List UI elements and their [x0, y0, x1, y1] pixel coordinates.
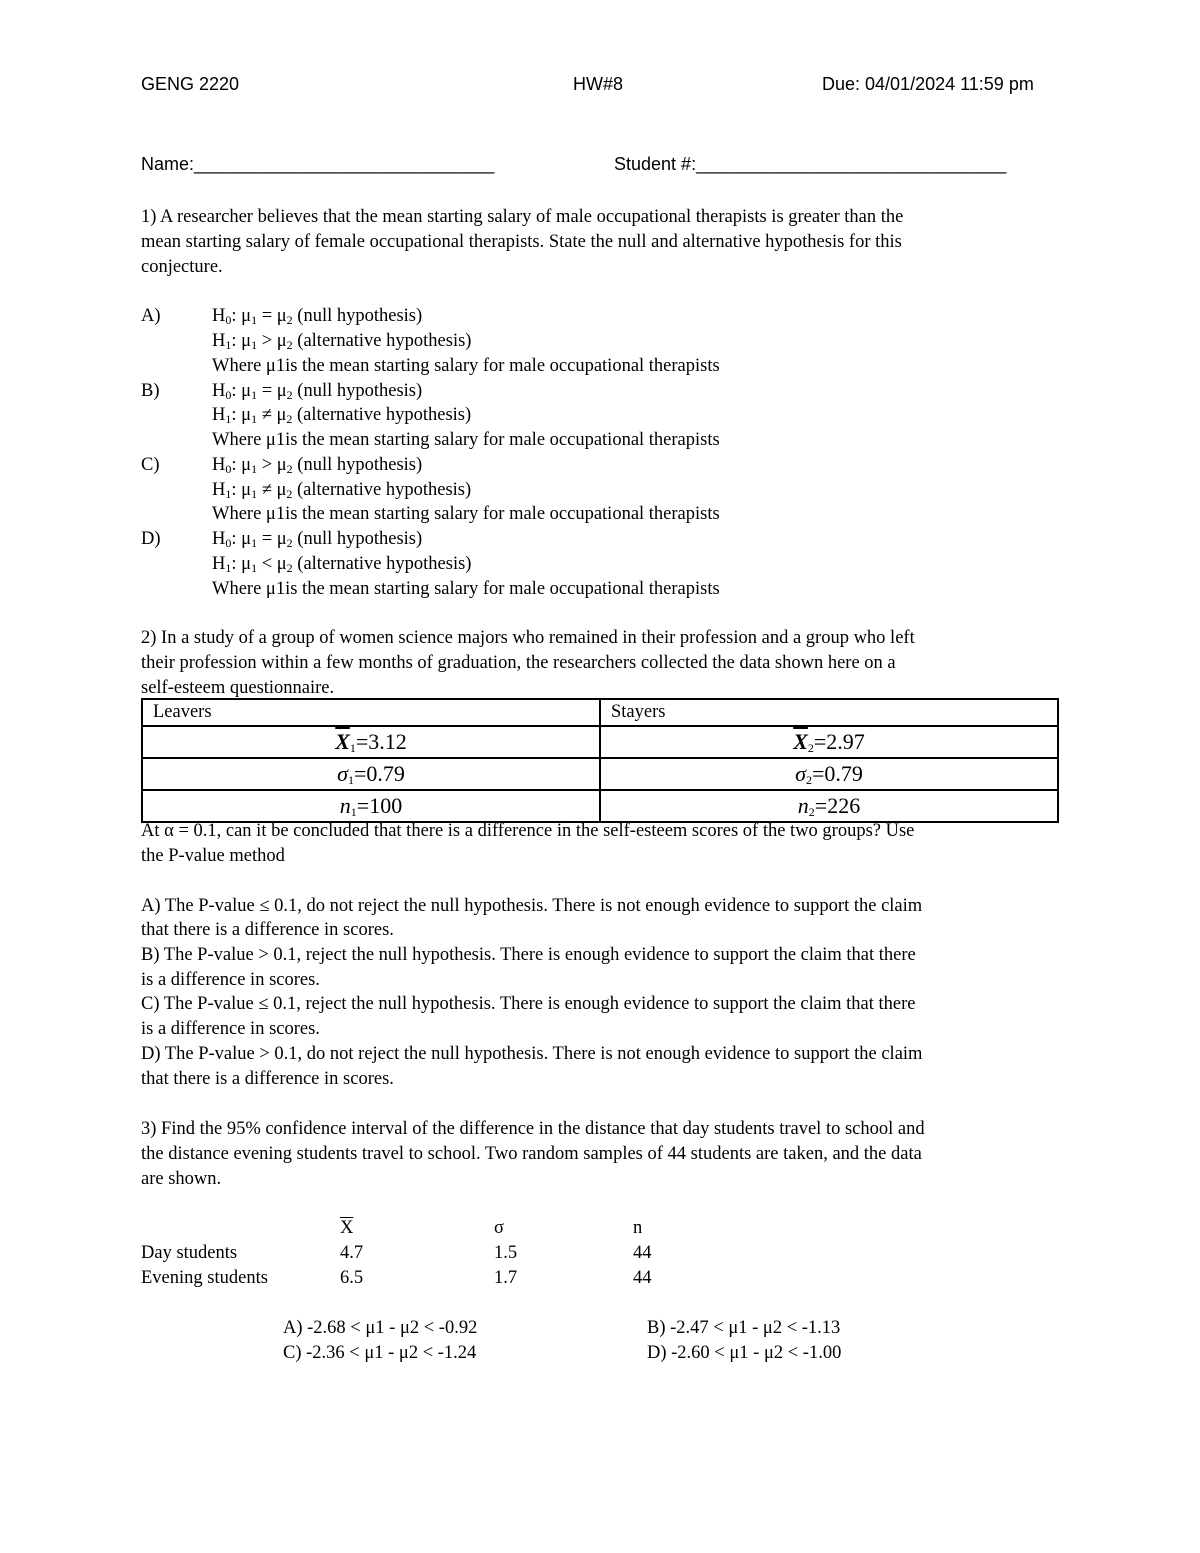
q1-option-d-h0-relation: = [261, 529, 273, 549]
table-cell: $\sigma_1=0.79$ [142, 758, 600, 790]
q1-option-b-letter: B) [141, 381, 160, 401]
q3-line-1: 3) Find the 95% confidence interval of the difference in the distance that day students travel to school and [141, 1119, 925, 1139]
alt-label: (alternative hypothesis) [297, 554, 472, 574]
q1-option-a-where: Where μ1is the mean starting salary for male occupational therapists [212, 356, 720, 376]
q3-row-evening-label: Evening students [141, 1268, 268, 1288]
q1-option-b-h1: $H_1$: $\mu_1 \ne \mu_2$ (alternative hypothesis) [212, 405, 472, 426]
q1-option-a-h0-relation: = [261, 306, 273, 326]
table-row [142, 758, 1058, 790]
q2-answer-b-line-2: is a difference in scores. [141, 970, 320, 990]
q2-answer-b-line-1: B) The P-value > 0.1, reject the null hypothesis. There is enough evidence to support the claim that there [141, 945, 916, 965]
table-cell: $n_2=226$ [600, 790, 1058, 822]
q2-question-line-2: the P-value method [141, 846, 285, 866]
q1-option-d-where: Where μ1is the mean starting salary for male occupational therapists [212, 579, 720, 599]
q1-option-b-h1-relation: ≠ [261, 405, 272, 425]
q3-row-day-sd: 1.5 [494, 1243, 518, 1263]
null-label: (null hypothesis) [297, 306, 423, 326]
table-header-row [142, 699, 1058, 726]
q3-choice-b: B) -2.47 < μ1 - μ2 < -1.13 [647, 1318, 841, 1338]
q1-option-d-h0: $H_0$: $\mu_1 = \mu_2$ (null hypothesis) [212, 529, 423, 550]
q1-option-a-h0: $H_0$: $\mu_1 = \mu_2$ (null hypothesis) [212, 306, 423, 327]
q3-row-day-label: Day students [141, 1243, 238, 1263]
q3-choice-a: A) -2.68 < μ1 - μ2 < -0.92 [283, 1318, 478, 1338]
name-field: Name:______________________________ [141, 154, 495, 174]
q2-answer-a-line-1: A) The P-value ≤ 0.1, do not reject the null hypothesis. There is not enough evidence to support the claim [141, 896, 923, 916]
q2-answer-d-line-1: D) The P-value > 0.1, do not reject the null hypothesis. There is not enough evidence to support the claim [141, 1044, 923, 1064]
null-label: (null hypothesis) [297, 381, 423, 401]
q1-option-a-h1: $H_1$: $\mu_1 > \mu_2$ (alternative hypothesis) [212, 331, 472, 352]
alt-label: (alternative hypothesis) [297, 480, 472, 500]
q2-line-3: self-esteem questionnaire. [141, 678, 335, 698]
q3-col-n: n [633, 1218, 643, 1238]
q2-answer-c-line-2: is a difference in scores. [141, 1019, 320, 1039]
q1-option-b-h0: $H_0$: $\mu_1 = \mu_2$ (null hypothesis) [212, 381, 423, 402]
q2-answer-a-line-2: that there is a difference in scores. [141, 920, 394, 940]
q2-answer-c-line-1: C) The P-value ≤ 0.1, reject the null hypothesis. There is enough evidence to support the claim that there [141, 994, 916, 1014]
table-cell: $\overline{X}_1=3.12$ [142, 726, 600, 758]
q1-line-1: 1) A researcher believes that the mean starting salary of male occupational therapists is greater than the [141, 207, 904, 227]
assignment-title: HW#8 [573, 74, 624, 94]
q2-question-line-1: At α = 0.1, can it be concluded that there is a difference in the self-esteem scores of the two groups? Use [141, 821, 915, 841]
table-header-stayers: Stayers [600, 699, 1058, 726]
q3-col-mean: $\overline{X}$ [340, 1218, 354, 1238]
q1-option-c-h1: $H_1$: $\mu_1 \ne \mu_2$ (alternative hypothesis) [212, 480, 472, 501]
q3-row-day-n: 44 [633, 1243, 652, 1263]
q2-line-1: 2) In a study of a group of women science majors who remained in their profession and a group who left [141, 628, 915, 648]
q3-line-2: the distance evening students travel to school. Two random samples of 44 students are taken, and the data [141, 1144, 922, 1164]
q1-option-d-h1-relation: < [261, 554, 273, 574]
q3-choice-c: C) -2.36 < μ1 - μ2 < -1.24 [283, 1343, 477, 1363]
q3-row-day-mean: 4.7 [340, 1243, 364, 1263]
q1-option-a-h1-relation: > [261, 331, 273, 351]
q1-option-d-h1: $H_1$: $\mu_1 < \mu_2$ (alternative hypothesis) [212, 554, 472, 575]
q1-line-2: mean starting salary of female occupational therapists. State the null and alternative hypothesis for this [141, 232, 902, 252]
q3-line-3: are shown. [141, 1169, 222, 1189]
alt-label: (alternative hypothesis) [297, 331, 472, 351]
q3-choice-d: D) -2.60 < μ1 - μ2 < -1.00 [647, 1343, 842, 1363]
q1-option-c-h0: $H_0$: $\mu_1 > \mu_2$ (null hypothesis) [212, 455, 423, 476]
q3-row-evening-mean: 6.5 [340, 1268, 364, 1288]
q1-option-b-where: Where μ1is the mean starting salary for male occupational therapists [212, 430, 720, 450]
course-code: GENG 2220 [141, 74, 240, 94]
q1-option-a-letter: A) [141, 306, 161, 326]
null-label: (null hypothesis) [297, 455, 423, 475]
table-header-leavers: Leavers [142, 699, 600, 726]
q2-data-table [141, 698, 1059, 823]
q2-answer-d-line-2: that there is a difference in scores. [141, 1069, 394, 1089]
q1-option-c-h1-relation: ≠ [261, 480, 272, 500]
table-cell: $\overline{X}_2=2.97$ [600, 726, 1058, 758]
q1-line-3: conjecture. [141, 257, 223, 277]
student-number-field: Student #:_______________________________ [614, 154, 1007, 174]
alt-label: (alternative hypothesis) [297, 405, 472, 425]
q1-option-c-letter: C) [141, 455, 160, 475]
q2-line-2: their profession within a few months of graduation, the researchers collected the data shown here on a [141, 653, 896, 673]
table-cell: $\sigma_2=0.79$ [600, 758, 1058, 790]
null-label: (null hypothesis) [297, 529, 423, 549]
table-row [142, 790, 1058, 822]
q3-row-evening-n: 44 [633, 1268, 652, 1288]
q1-option-d-letter: D) [141, 529, 161, 549]
q3-col-sd: σ [494, 1218, 504, 1238]
table-cell: $n_1=100$ [142, 790, 600, 822]
due-date: Due: 04/01/2024 11:59 pm [822, 74, 1034, 94]
table-row [142, 726, 1058, 758]
q1-option-c-h0-relation: > [261, 455, 273, 475]
q3-row-evening-sd: 1.7 [494, 1268, 518, 1288]
q1-option-c-where: Where μ1is the mean starting salary for male occupational therapists [212, 504, 720, 524]
q1-option-b-h0-relation: = [261, 381, 273, 401]
